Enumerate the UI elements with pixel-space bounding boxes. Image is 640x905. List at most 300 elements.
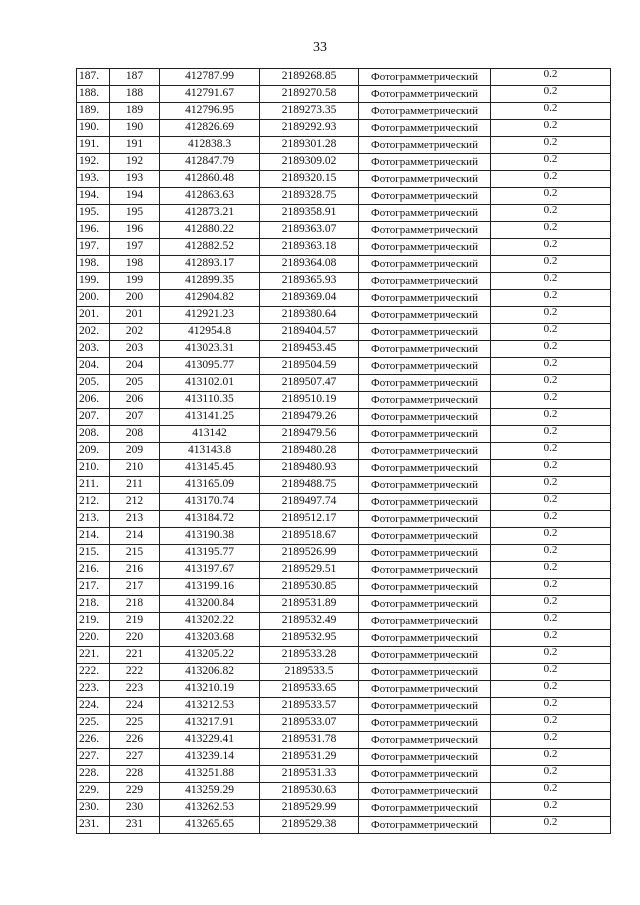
y-coordinate-cell: 2189530.85 — [260, 579, 359, 596]
point-number-cell: 190 — [110, 120, 160, 137]
row-index-cell: 199. — [77, 273, 110, 290]
table-row — [77, 715, 611, 732]
point-number-cell: 213 — [110, 511, 160, 528]
table-row — [77, 443, 611, 460]
point-number-cell: 225 — [110, 715, 160, 732]
accuracy-cell: 0.2 — [491, 545, 611, 562]
y-coordinate-cell: 2189479.56 — [260, 426, 359, 443]
method-cell: Фотограмметрический — [359, 154, 491, 171]
method-cell: Фотограмметрический — [359, 477, 491, 494]
point-number-cell: 207 — [110, 409, 160, 426]
y-coordinate-cell: 2189529.38 — [260, 817, 359, 834]
table-row — [77, 188, 611, 205]
table-row — [77, 69, 611, 86]
accuracy-cell: 0.2 — [491, 86, 611, 103]
method-cell: Фотограмметрический — [359, 783, 491, 800]
point-number-cell: 227 — [110, 749, 160, 766]
y-coordinate-cell: 2189292.93 — [260, 120, 359, 137]
point-number-cell: 203 — [110, 341, 160, 358]
accuracy-cell: 0.2 — [491, 494, 611, 511]
row-index-cell: 205. — [77, 375, 110, 392]
point-number-cell: 217 — [110, 579, 160, 596]
row-index-cell: 204. — [77, 358, 110, 375]
y-coordinate-cell: 2189533.65 — [260, 681, 359, 698]
method-cell: Фотограмметрический — [359, 766, 491, 783]
accuracy-cell: 0.2 — [491, 426, 611, 443]
x-coordinate-cell: 413251.88 — [160, 766, 260, 783]
y-coordinate-cell: 2189301.28 — [260, 137, 359, 154]
accuracy-cell: 0.2 — [491, 307, 611, 324]
method-cell: Фотограмметрический — [359, 341, 491, 358]
row-index-cell: 197. — [77, 239, 110, 256]
y-coordinate-cell: 2189270.58 — [260, 86, 359, 103]
y-coordinate-cell: 2189480.93 — [260, 460, 359, 477]
accuracy-cell: 0.2 — [491, 341, 611, 358]
table-row — [77, 239, 611, 256]
x-coordinate-cell: 412860.48 — [160, 171, 260, 188]
table-row — [77, 528, 611, 545]
accuracy-cell: 0.2 — [491, 681, 611, 698]
table-row — [77, 460, 611, 477]
accuracy-cell: 0.2 — [491, 477, 611, 494]
y-coordinate-cell: 2189530.63 — [260, 783, 359, 800]
point-number-cell: 197 — [110, 239, 160, 256]
coordinates-table-body — [77, 69, 611, 834]
point-number-cell: 199 — [110, 273, 160, 290]
x-coordinate-cell: 413184.72 — [160, 511, 260, 528]
accuracy-cell: 0.2 — [491, 596, 611, 613]
row-index-cell: 190. — [77, 120, 110, 137]
point-number-cell: 219 — [110, 613, 160, 630]
x-coordinate-cell: 413259.29 — [160, 783, 260, 800]
method-cell: Фотограмметрический — [359, 817, 491, 834]
accuracy-cell: 0.2 — [491, 69, 611, 86]
row-index-cell: 211. — [77, 477, 110, 494]
method-cell: Фотограмметрический — [359, 800, 491, 817]
y-coordinate-cell: 2189358.91 — [260, 205, 359, 222]
x-coordinate-cell: 412921.23 — [160, 307, 260, 324]
method-cell: Фотограмметрический — [359, 494, 491, 511]
y-coordinate-cell: 2189529.51 — [260, 562, 359, 579]
table-row — [77, 477, 611, 494]
accuracy-cell: 0.2 — [491, 613, 611, 630]
row-index-cell: 208. — [77, 426, 110, 443]
point-number-cell: 222 — [110, 664, 160, 681]
y-coordinate-cell: 2189369.04 — [260, 290, 359, 307]
row-index-cell: 206. — [77, 392, 110, 409]
method-cell: Фотограмметрический — [359, 392, 491, 409]
x-coordinate-cell: 412899.35 — [160, 273, 260, 290]
accuracy-cell: 0.2 — [491, 273, 611, 290]
method-cell: Фотограмметрический — [359, 596, 491, 613]
accuracy-cell: 0.2 — [491, 579, 611, 596]
table-row — [77, 698, 611, 715]
x-coordinate-cell: 413200.84 — [160, 596, 260, 613]
x-coordinate-cell: 413210.19 — [160, 681, 260, 698]
method-cell: Фотограмметрический — [359, 86, 491, 103]
row-index-cell: 207. — [77, 409, 110, 426]
table-row — [77, 630, 611, 647]
method-cell: Фотограмметрический — [359, 664, 491, 681]
accuracy-cell: 0.2 — [491, 222, 611, 239]
x-coordinate-cell: 413203.68 — [160, 630, 260, 647]
point-number-cell: 202 — [110, 324, 160, 341]
accuracy-cell: 0.2 — [491, 171, 611, 188]
method-cell: Фотограмметрический — [359, 647, 491, 664]
x-coordinate-cell: 413202.22 — [160, 613, 260, 630]
y-coordinate-cell: 2189533.28 — [260, 647, 359, 664]
point-number-cell: 195 — [110, 205, 160, 222]
y-coordinate-cell: 2189363.18 — [260, 239, 359, 256]
x-coordinate-cell: 413205.22 — [160, 647, 260, 664]
row-index-cell: 198. — [77, 256, 110, 273]
row-index-cell: 224. — [77, 698, 110, 715]
x-coordinate-cell: 412904.82 — [160, 290, 260, 307]
accuracy-cell: 0.2 — [491, 715, 611, 732]
x-coordinate-cell: 412893.17 — [160, 256, 260, 273]
method-cell: Фотограмметрический — [359, 375, 491, 392]
y-coordinate-cell: 2189504.59 — [260, 358, 359, 375]
method-cell: Фотограмметрический — [359, 171, 491, 188]
row-index-cell: 189. — [77, 103, 110, 120]
point-number-cell: 231 — [110, 817, 160, 834]
x-coordinate-cell: 413262.53 — [160, 800, 260, 817]
accuracy-cell: 0.2 — [491, 664, 611, 681]
table-row — [77, 545, 611, 562]
point-number-cell: 218 — [110, 596, 160, 613]
method-cell: Фотограмметрический — [359, 749, 491, 766]
point-number-cell: 187 — [110, 69, 160, 86]
row-index-cell: 201. — [77, 307, 110, 324]
accuracy-cell: 0.2 — [491, 205, 611, 222]
point-number-cell: 192 — [110, 154, 160, 171]
row-index-cell: 225. — [77, 715, 110, 732]
row-index-cell: 192. — [77, 154, 110, 171]
row-index-cell: 203. — [77, 341, 110, 358]
method-cell: Фотограмметрический — [359, 460, 491, 477]
method-cell: Фотограмметрический — [359, 732, 491, 749]
y-coordinate-cell: 2189365.93 — [260, 273, 359, 290]
accuracy-cell: 0.2 — [491, 120, 611, 137]
row-index-cell: 217. — [77, 579, 110, 596]
method-cell: Фотограмметрический — [359, 222, 491, 239]
method-cell: Фотограмметрический — [359, 307, 491, 324]
x-coordinate-cell: 413206.82 — [160, 664, 260, 681]
method-cell: Фотограмметрический — [359, 579, 491, 596]
point-number-cell: 220 — [110, 630, 160, 647]
table-row — [77, 341, 611, 358]
point-number-cell: 210 — [110, 460, 160, 477]
x-coordinate-cell: 412863.63 — [160, 188, 260, 205]
accuracy-cell: 0.2 — [491, 154, 611, 171]
method-cell: Фотограмметрический — [359, 256, 491, 273]
accuracy-cell: 0.2 — [491, 290, 611, 307]
table-row — [77, 817, 611, 834]
table-row — [77, 290, 611, 307]
method-cell: Фотограмметрический — [359, 324, 491, 341]
row-index-cell: 191. — [77, 137, 110, 154]
row-index-cell: 222. — [77, 664, 110, 681]
accuracy-cell: 0.2 — [491, 324, 611, 341]
table-row — [77, 511, 611, 528]
table-row — [77, 120, 611, 137]
row-index-cell: 226. — [77, 732, 110, 749]
x-coordinate-cell: 413102.01 — [160, 375, 260, 392]
table-row — [77, 137, 611, 154]
y-coordinate-cell: 2189363.07 — [260, 222, 359, 239]
table-row — [77, 324, 611, 341]
row-index-cell: 215. — [77, 545, 110, 562]
point-number-cell: 208 — [110, 426, 160, 443]
accuracy-cell: 0.2 — [491, 783, 611, 800]
accuracy-cell: 0.2 — [491, 630, 611, 647]
y-coordinate-cell: 2189364.08 — [260, 256, 359, 273]
method-cell: Фотограмметрический — [359, 681, 491, 698]
point-number-cell: 226 — [110, 732, 160, 749]
row-index-cell: 223. — [77, 681, 110, 698]
method-cell: Фотограмметрический — [359, 239, 491, 256]
coordinates-table — [76, 68, 611, 834]
row-index-cell: 227. — [77, 749, 110, 766]
row-index-cell: 188. — [77, 86, 110, 103]
y-coordinate-cell: 2189533.57 — [260, 698, 359, 715]
method-cell: Фотограмметрический — [359, 426, 491, 443]
method-cell: Фотограмметрический — [359, 188, 491, 205]
x-coordinate-cell: 413265.65 — [160, 817, 260, 834]
y-coordinate-cell: 2189531.33 — [260, 766, 359, 783]
accuracy-cell: 0.2 — [491, 188, 611, 205]
x-coordinate-cell: 412954.8 — [160, 324, 260, 341]
point-number-cell: 228 — [110, 766, 160, 783]
point-number-cell: 215 — [110, 545, 160, 562]
accuracy-cell: 0.2 — [491, 647, 611, 664]
x-coordinate-cell: 412873.21 — [160, 205, 260, 222]
x-coordinate-cell: 412882.52 — [160, 239, 260, 256]
method-cell: Фотограмметрический — [359, 290, 491, 307]
accuracy-cell: 0.2 — [491, 817, 611, 834]
row-index-cell: 228. — [77, 766, 110, 783]
point-number-cell: 201 — [110, 307, 160, 324]
accuracy-cell: 0.2 — [491, 256, 611, 273]
x-coordinate-cell: 413170.74 — [160, 494, 260, 511]
row-index-cell: 193. — [77, 171, 110, 188]
accuracy-cell: 0.2 — [491, 409, 611, 426]
y-coordinate-cell: 2189488.75 — [260, 477, 359, 494]
y-coordinate-cell: 2189404.57 — [260, 324, 359, 341]
x-coordinate-cell: 412880.22 — [160, 222, 260, 239]
accuracy-cell: 0.2 — [491, 511, 611, 528]
y-coordinate-cell: 2189518.67 — [260, 528, 359, 545]
x-coordinate-cell: 413165.09 — [160, 477, 260, 494]
accuracy-cell: 0.2 — [491, 698, 611, 715]
table-row — [77, 375, 611, 392]
x-coordinate-cell: 413239.14 — [160, 749, 260, 766]
row-index-cell: 195. — [77, 205, 110, 222]
point-number-cell: 230 — [110, 800, 160, 817]
accuracy-cell: 0.2 — [491, 375, 611, 392]
y-coordinate-cell: 2189531.29 — [260, 749, 359, 766]
method-cell: Фотограмметрический — [359, 205, 491, 222]
x-coordinate-cell: 413141.25 — [160, 409, 260, 426]
x-coordinate-cell: 413195.77 — [160, 545, 260, 562]
x-coordinate-cell: 412826.69 — [160, 120, 260, 137]
x-coordinate-cell: 413143.8 — [160, 443, 260, 460]
table-row — [77, 664, 611, 681]
table-row — [77, 613, 611, 630]
table-row — [77, 596, 611, 613]
accuracy-cell: 0.2 — [491, 137, 611, 154]
y-coordinate-cell: 2189479.26 — [260, 409, 359, 426]
row-index-cell: 210. — [77, 460, 110, 477]
accuracy-cell: 0.2 — [491, 766, 611, 783]
x-coordinate-cell: 413023.31 — [160, 341, 260, 358]
table-row — [77, 273, 611, 290]
method-cell: Фотограмметрический — [359, 545, 491, 562]
y-coordinate-cell: 2189533.5 — [260, 664, 359, 681]
y-coordinate-cell: 2189531.89 — [260, 596, 359, 613]
method-cell: Фотограмметрический — [359, 137, 491, 154]
point-number-cell: 229 — [110, 783, 160, 800]
point-number-cell: 205 — [110, 375, 160, 392]
row-index-cell: 202. — [77, 324, 110, 341]
row-index-cell: 218. — [77, 596, 110, 613]
row-index-cell: 229. — [77, 783, 110, 800]
method-cell: Фотограмметрический — [359, 511, 491, 528]
x-coordinate-cell: 413229.41 — [160, 732, 260, 749]
row-index-cell: 196. — [77, 222, 110, 239]
row-index-cell: 214. — [77, 528, 110, 545]
table-row — [77, 392, 611, 409]
point-number-cell: 188 — [110, 86, 160, 103]
method-cell: Фотограмметрический — [359, 630, 491, 647]
table-row — [77, 205, 611, 222]
accuracy-cell: 0.2 — [491, 800, 611, 817]
accuracy-cell: 0.2 — [491, 749, 611, 766]
point-number-cell: 214 — [110, 528, 160, 545]
y-coordinate-cell: 2189309.02 — [260, 154, 359, 171]
method-cell: Фотограмметрический — [359, 698, 491, 715]
method-cell: Фотограмметрический — [359, 443, 491, 460]
row-index-cell: 230. — [77, 800, 110, 817]
row-index-cell: 187. — [77, 69, 110, 86]
method-cell: Фотограмметрический — [359, 528, 491, 545]
y-coordinate-cell: 2189328.75 — [260, 188, 359, 205]
x-coordinate-cell: 413197.67 — [160, 562, 260, 579]
page-number: 33 — [313, 40, 327, 55]
point-number-cell: 198 — [110, 256, 160, 273]
method-cell: Фотограмметрический — [359, 409, 491, 426]
method-cell: Фотограмметрический — [359, 358, 491, 375]
table-row — [77, 154, 611, 171]
y-coordinate-cell: 2189512.17 — [260, 511, 359, 528]
table-row — [77, 732, 611, 749]
table-row — [77, 749, 611, 766]
y-coordinate-cell: 2189526.99 — [260, 545, 359, 562]
row-index-cell: 220. — [77, 630, 110, 647]
point-number-cell: 204 — [110, 358, 160, 375]
accuracy-cell: 0.2 — [491, 732, 611, 749]
table-row — [77, 494, 611, 511]
x-coordinate-cell: 412796.95 — [160, 103, 260, 120]
table-row — [77, 800, 611, 817]
row-index-cell: 213. — [77, 511, 110, 528]
method-cell: Фотограмметрический — [359, 715, 491, 732]
table-row — [77, 171, 611, 188]
method-cell: Фотограмметрический — [359, 273, 491, 290]
point-number-cell: 221 — [110, 647, 160, 664]
point-number-cell: 193 — [110, 171, 160, 188]
x-coordinate-cell: 412838.3 — [160, 137, 260, 154]
point-number-cell: 209 — [110, 443, 160, 460]
row-index-cell: 194. — [77, 188, 110, 205]
point-number-cell: 189 — [110, 103, 160, 120]
method-cell: Фотограмметрический — [359, 120, 491, 137]
x-coordinate-cell: 413145.45 — [160, 460, 260, 477]
y-coordinate-cell: 2189320.15 — [260, 171, 359, 188]
y-coordinate-cell: 2189510.19 — [260, 392, 359, 409]
y-coordinate-cell: 2189532.49 — [260, 613, 359, 630]
row-index-cell: 221. — [77, 647, 110, 664]
method-cell: Фотограмметрический — [359, 562, 491, 579]
accuracy-cell: 0.2 — [491, 358, 611, 375]
x-coordinate-cell: 412847.79 — [160, 154, 260, 171]
y-coordinate-cell: 2189507.47 — [260, 375, 359, 392]
x-coordinate-cell: 413095.77 — [160, 358, 260, 375]
table-row — [77, 783, 611, 800]
x-coordinate-cell: 413110.35 — [160, 392, 260, 409]
x-coordinate-cell: 412791.67 — [160, 86, 260, 103]
accuracy-cell: 0.2 — [491, 239, 611, 256]
x-coordinate-cell: 413199.16 — [160, 579, 260, 596]
point-number-cell: 223 — [110, 681, 160, 698]
x-coordinate-cell: 413142 — [160, 426, 260, 443]
accuracy-cell: 0.2 — [491, 460, 611, 477]
table-row — [77, 681, 611, 698]
x-coordinate-cell: 413217.91 — [160, 715, 260, 732]
point-number-cell: 216 — [110, 562, 160, 579]
table-row — [77, 86, 611, 103]
method-cell: Фотограмметрический — [359, 103, 491, 120]
point-number-cell: 196 — [110, 222, 160, 239]
y-coordinate-cell: 2189532.95 — [260, 630, 359, 647]
table-row — [77, 766, 611, 783]
row-index-cell: 200. — [77, 290, 110, 307]
y-coordinate-cell: 2189533.07 — [260, 715, 359, 732]
row-index-cell: 209. — [77, 443, 110, 460]
accuracy-cell: 0.2 — [491, 392, 611, 409]
accuracy-cell: 0.2 — [491, 443, 611, 460]
y-coordinate-cell: 2189529.99 — [260, 800, 359, 817]
x-coordinate-cell: 412787.99 — [160, 69, 260, 86]
point-number-cell: 206 — [110, 392, 160, 409]
table-row — [77, 103, 611, 120]
table-row — [77, 562, 611, 579]
row-index-cell: 216. — [77, 562, 110, 579]
row-index-cell: 219. — [77, 613, 110, 630]
point-number-cell: 200 — [110, 290, 160, 307]
point-number-cell: 212 — [110, 494, 160, 511]
y-coordinate-cell: 2189531.78 — [260, 732, 359, 749]
y-coordinate-cell: 2189497.74 — [260, 494, 359, 511]
point-number-cell: 224 — [110, 698, 160, 715]
point-number-cell: 211 — [110, 477, 160, 494]
table-row — [77, 579, 611, 596]
table-row — [77, 426, 611, 443]
accuracy-cell: 0.2 — [491, 103, 611, 120]
row-index-cell: 212. — [77, 494, 110, 511]
point-number-cell: 194 — [110, 188, 160, 205]
method-cell: Фотограмметрический — [359, 69, 491, 86]
